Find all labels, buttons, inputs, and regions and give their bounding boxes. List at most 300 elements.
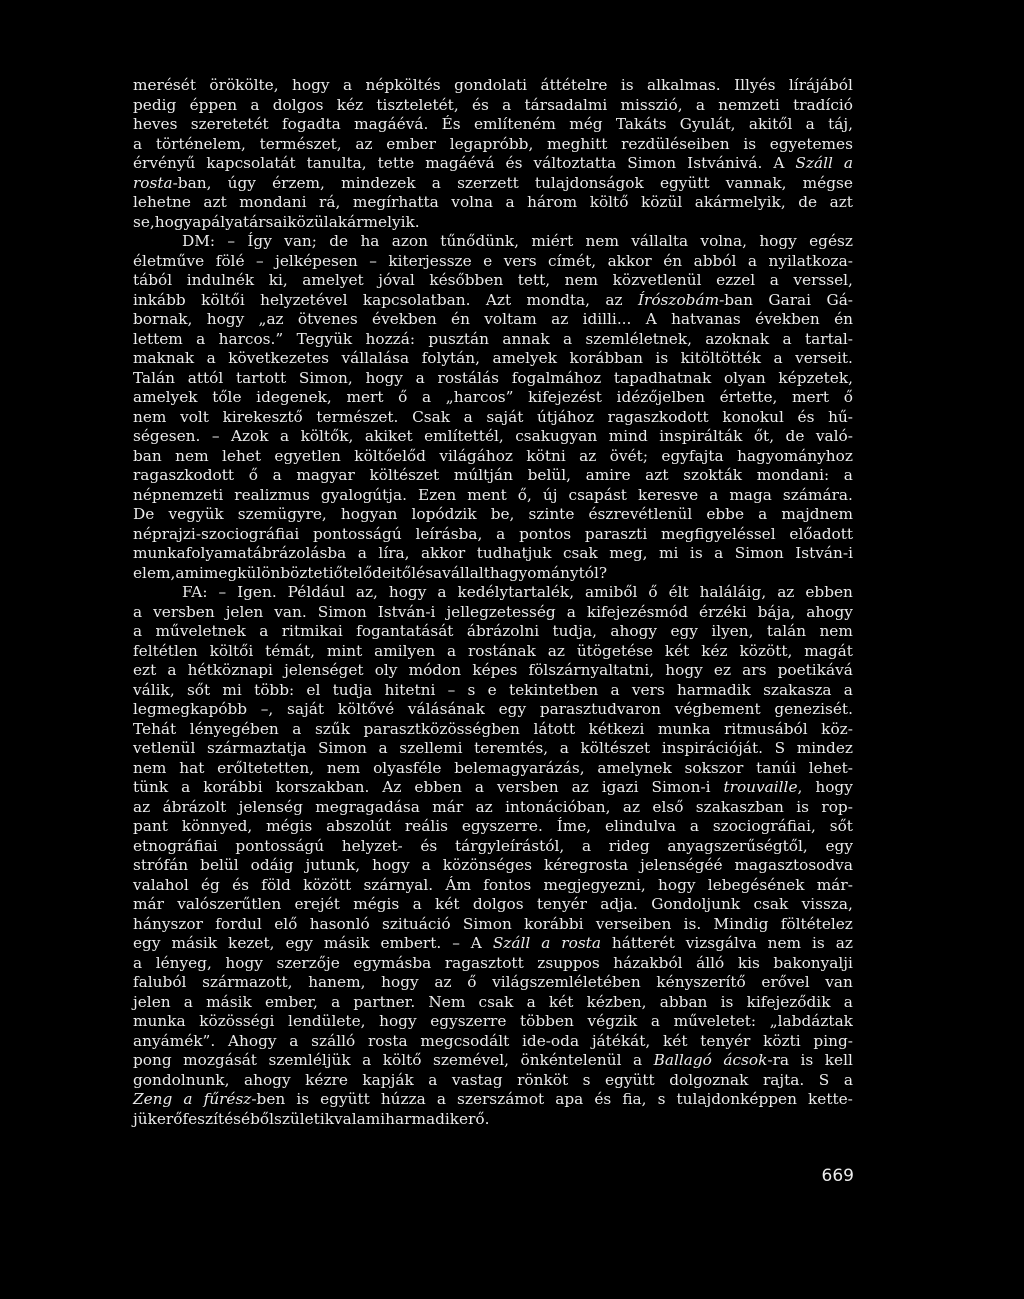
word: éppen bbox=[189, 95, 238, 114]
word: a bbox=[581, 836, 592, 855]
word: Simon bbox=[627, 154, 677, 172]
word: költő bbox=[382, 1051, 422, 1069]
word: látott bbox=[533, 719, 576, 738]
word: elem, bbox=[133, 563, 176, 582]
word: csak bbox=[753, 895, 789, 913]
text-line bbox=[133, 115, 853, 135]
word: hogy bbox=[658, 875, 696, 894]
word: helyzetével bbox=[260, 290, 348, 309]
word: amilyen bbox=[374, 641, 436, 660]
word: igazi bbox=[601, 778, 639, 796]
word: említeném bbox=[473, 115, 556, 133]
word: együtt bbox=[320, 1090, 370, 1108]
word: mind bbox=[608, 427, 648, 445]
word: és bbox=[416, 563, 434, 582]
word: a bbox=[695, 95, 705, 114]
word: miért bbox=[531, 232, 574, 250]
word: ha bbox=[360, 232, 380, 250]
word: is. bbox=[683, 914, 702, 933]
text-line bbox=[133, 583, 853, 603]
word: ahogy bbox=[243, 1070, 291, 1089]
word: rosta bbox=[561, 934, 601, 952]
word: tűnődünk, bbox=[440, 232, 519, 250]
word: tiszteletét, bbox=[376, 95, 459, 114]
word: megkülönbözteti bbox=[203, 563, 334, 582]
word: Simon bbox=[317, 739, 367, 757]
word: kétkezi bbox=[588, 719, 645, 738]
word: tenyér bbox=[700, 1031, 751, 1050]
word: kitöltötték bbox=[680, 349, 762, 367]
word: áttételre bbox=[540, 76, 608, 94]
word: Csak bbox=[412, 407, 451, 426]
word: ábrázolni bbox=[466, 622, 540, 640]
word: parasztközösségben bbox=[363, 719, 520, 738]
word: genezisét. bbox=[774, 700, 853, 718]
word: válik, bbox=[133, 680, 175, 699]
word: világszemléletében bbox=[492, 973, 641, 991]
word: ő bbox=[648, 583, 658, 601]
word: erejét bbox=[294, 895, 340, 913]
word: jutunk, bbox=[305, 856, 361, 874]
word: válásának bbox=[407, 700, 485, 718]
word: ping- bbox=[813, 1031, 853, 1050]
word: én bbox=[663, 251, 683, 270]
word: egyetlen bbox=[274, 446, 341, 465]
word: a bbox=[259, 622, 269, 640]
word: heves bbox=[133, 115, 178, 133]
word: a bbox=[433, 563, 443, 582]
word: rosta-ban, bbox=[133, 173, 212, 192]
word: folytán, bbox=[421, 349, 480, 367]
word: lehet bbox=[222, 446, 261, 465]
text-line bbox=[133, 349, 853, 369]
word: Talán bbox=[133, 368, 175, 387]
word: műveletnek bbox=[155, 622, 246, 640]
word: a bbox=[342, 76, 353, 94]
word: a bbox=[362, 1051, 372, 1069]
text-line bbox=[133, 96, 853, 116]
word: érzéki bbox=[699, 602, 747, 621]
word: Tegyük bbox=[296, 329, 353, 348]
word: a bbox=[289, 1031, 299, 1050]
word: kifejeződik bbox=[746, 992, 831, 1011]
word: magasztosodva bbox=[734, 856, 853, 874]
word: akiket bbox=[364, 427, 413, 445]
word: Simon bbox=[317, 602, 367, 621]
word: pontosságú bbox=[313, 524, 402, 543]
word: fogadta bbox=[281, 115, 341, 133]
word: a bbox=[331, 992, 341, 1011]
word: „labdáztak bbox=[769, 1012, 853, 1030]
word: jelenség bbox=[238, 797, 303, 816]
word: versben bbox=[497, 778, 559, 796]
text-line bbox=[133, 739, 853, 759]
word: képzetek, bbox=[778, 368, 853, 387]
word: megírhatta bbox=[352, 193, 439, 211]
word: is bbox=[689, 544, 703, 562]
word: Garai bbox=[768, 290, 812, 309]
word: megjegyezni, bbox=[543, 875, 646, 894]
word: be, bbox=[490, 505, 515, 523]
word: közül bbox=[640, 193, 683, 211]
word: ez bbox=[713, 661, 732, 679]
word: rajta. bbox=[762, 1070, 805, 1089]
word: munkafolyamatábrázolásba bbox=[133, 544, 347, 562]
word: Igen. bbox=[237, 583, 277, 601]
word: övét; bbox=[609, 446, 648, 465]
word: mégis bbox=[353, 895, 400, 913]
word: költőelőd bbox=[354, 446, 426, 465]
word: a bbox=[133, 134, 143, 153]
word: erőfeszítéséből bbox=[156, 1109, 274, 1128]
word: talán bbox=[766, 622, 807, 640]
word: azt bbox=[645, 466, 669, 484]
word: a bbox=[412, 895, 422, 913]
word: DM: bbox=[182, 232, 216, 250]
word: Mindig bbox=[713, 914, 769, 933]
word: gondolati bbox=[454, 76, 528, 94]
word: fölé bbox=[215, 251, 245, 270]
word: köz- bbox=[821, 719, 853, 738]
word: ő bbox=[467, 973, 477, 991]
text-line bbox=[133, 369, 853, 389]
word: szemléletnek, bbox=[585, 329, 692, 348]
word: a bbox=[192, 212, 202, 231]
word: szárnyal. bbox=[363, 875, 434, 894]
word: a bbox=[133, 953, 143, 972]
word: a bbox=[357, 544, 367, 562]
word: Gondoljunk bbox=[651, 895, 741, 913]
word: történelem, bbox=[155, 134, 246, 153]
word: számára. bbox=[782, 485, 853, 504]
word: meghitt bbox=[547, 134, 608, 153]
word: szituáció bbox=[381, 914, 451, 933]
word: két bbox=[435, 895, 460, 913]
word: kiterjessze bbox=[388, 251, 472, 270]
word: tett, bbox=[517, 271, 551, 289]
word: vizsgálva bbox=[685, 934, 757, 952]
word: a bbox=[843, 992, 853, 1011]
word: ahogy bbox=[806, 602, 853, 621]
word: bornak, bbox=[133, 310, 193, 328]
word: vissza, bbox=[801, 895, 853, 913]
word: úgy bbox=[227, 173, 256, 192]
word: azt bbox=[829, 193, 853, 211]
word: csakugyan bbox=[515, 427, 598, 445]
word: költővé bbox=[337, 700, 395, 718]
word: a bbox=[747, 251, 758, 270]
word: társadalmi bbox=[524, 95, 608, 114]
word: az, bbox=[355, 583, 378, 601]
word: poetikává bbox=[777, 661, 853, 679]
word: maknak bbox=[133, 349, 195, 367]
word: sőt bbox=[829, 817, 853, 835]
word: inspirálták bbox=[659, 427, 743, 445]
word: leírásba, bbox=[415, 524, 483, 543]
word: lényegében bbox=[189, 719, 279, 738]
word: természet, bbox=[259, 134, 342, 153]
word: a bbox=[758, 505, 768, 523]
word: álló bbox=[696, 953, 725, 972]
word: azt bbox=[203, 193, 227, 211]
word: trouvaille, bbox=[723, 778, 803, 796]
word: házakból bbox=[613, 953, 683, 972]
word: ácsok-ra bbox=[723, 1051, 790, 1069]
word: nemzeti bbox=[718, 95, 780, 114]
word: etnográfiai bbox=[133, 836, 218, 855]
word: erőltetetten, bbox=[217, 758, 315, 777]
word: „az bbox=[258, 310, 284, 328]
word: merését bbox=[133, 76, 196, 94]
word: is bbox=[800, 1051, 814, 1069]
word: kette- bbox=[808, 1090, 853, 1108]
word: tartal- bbox=[805, 329, 853, 348]
word: magáévá. bbox=[354, 115, 429, 133]
word: Takáts bbox=[615, 115, 667, 133]
word: is bbox=[655, 349, 669, 367]
word: partner. bbox=[353, 992, 416, 1011]
word: fogantatását bbox=[356, 622, 454, 640]
word: ebben bbox=[805, 583, 853, 601]
word: keresve bbox=[637, 485, 699, 504]
word: nem bbox=[133, 758, 167, 777]
word: Az bbox=[382, 778, 402, 796]
word: rop- bbox=[821, 797, 853, 816]
word: Például bbox=[287, 583, 345, 601]
word: haláláig, bbox=[699, 583, 767, 601]
word: realizmus bbox=[234, 485, 310, 504]
word: az bbox=[622, 797, 641, 816]
word: Azok bbox=[230, 427, 269, 445]
word: a bbox=[610, 680, 620, 699]
word: a bbox=[428, 1070, 438, 1089]
word: akkor bbox=[607, 251, 652, 270]
text-line bbox=[133, 486, 853, 506]
word: a bbox=[183, 1090, 193, 1108]
word: ég bbox=[201, 875, 220, 894]
word: valami bbox=[333, 1109, 386, 1128]
text-line bbox=[133, 291, 853, 311]
word: kedélytartalék, bbox=[457, 583, 575, 601]
word: tartott bbox=[235, 368, 287, 387]
word: elindulva bbox=[605, 817, 676, 835]
word: későbben bbox=[429, 271, 504, 289]
word: ezt bbox=[133, 661, 157, 679]
word: hogy bbox=[379, 1012, 417, 1030]
word: zsuppos bbox=[537, 953, 600, 972]
word: között, bbox=[739, 641, 793, 660]
text-line bbox=[133, 427, 853, 447]
word: lendülete, bbox=[288, 1012, 366, 1030]
word: a bbox=[769, 271, 779, 289]
word: Simon bbox=[734, 544, 784, 562]
word: csak bbox=[562, 544, 598, 562]
text-line bbox=[133, 993, 853, 1013]
word: másik bbox=[323, 934, 370, 952]
word: származott, bbox=[202, 973, 293, 991]
text-line bbox=[133, 1012, 853, 1032]
word: De bbox=[133, 505, 155, 523]
word: egymásba bbox=[353, 953, 432, 972]
word: ebben bbox=[414, 778, 462, 796]
word: S bbox=[774, 739, 786, 757]
word: egy bbox=[498, 700, 527, 718]
word: rostálás bbox=[437, 368, 500, 387]
word: föld bbox=[261, 875, 291, 894]
text-line bbox=[133, 1032, 853, 1052]
word: hogy bbox=[665, 661, 703, 679]
word: István-i bbox=[377, 602, 436, 621]
text-line bbox=[133, 954, 853, 974]
word: rostának bbox=[467, 641, 536, 660]
word: vállalása bbox=[341, 349, 410, 367]
word: lehet- bbox=[808, 758, 853, 777]
text-line bbox=[133, 564, 853, 584]
word: paraszti bbox=[584, 524, 648, 543]
word: ötvenes bbox=[297, 310, 358, 328]
word: útjához bbox=[537, 407, 595, 426]
word: költők, bbox=[300, 427, 354, 445]
word: a bbox=[632, 1051, 643, 1069]
word: mondta, bbox=[526, 290, 590, 309]
word: A bbox=[470, 934, 482, 952]
word: tudhatjuk bbox=[476, 544, 552, 562]
word: amelyek bbox=[133, 388, 198, 406]
word: rá, bbox=[319, 193, 341, 211]
word: lírájából bbox=[788, 76, 853, 94]
text-line bbox=[133, 837, 853, 857]
word: a bbox=[843, 1070, 853, 1089]
word: Ezen bbox=[418, 485, 457, 504]
word: A bbox=[645, 310, 657, 328]
word: akkor bbox=[421, 544, 466, 562]
word: népköltés bbox=[365, 76, 441, 94]
word: rezdüléseiben bbox=[621, 134, 730, 153]
word: a bbox=[505, 193, 515, 211]
word: és bbox=[232, 875, 250, 894]
word: Simon, bbox=[298, 368, 353, 387]
word: István-i bbox=[795, 544, 853, 562]
text-line bbox=[133, 778, 853, 798]
word: tulajdonságok bbox=[534, 173, 644, 192]
word: hányszor bbox=[133, 914, 203, 933]
word: –, bbox=[260, 700, 274, 718]
word: szemléljük bbox=[268, 1051, 351, 1069]
word: kapcsolatban. bbox=[362, 290, 471, 309]
text-line bbox=[133, 252, 853, 272]
word: az bbox=[133, 797, 151, 816]
word: egyszerre bbox=[430, 1012, 507, 1030]
word: ebbe bbox=[706, 505, 745, 523]
word: maga bbox=[729, 485, 772, 504]
word: mégis bbox=[266, 817, 313, 835]
word: s bbox=[582, 1070, 591, 1089]
body-text bbox=[133, 76, 853, 1129]
word: témát, bbox=[265, 641, 315, 660]
word: amelyet bbox=[302, 271, 364, 289]
word: mozgását bbox=[183, 1051, 257, 1069]
word: közül bbox=[287, 212, 329, 231]
word: a bbox=[421, 856, 431, 874]
word: mert bbox=[792, 388, 830, 406]
word: tekintetben bbox=[508, 680, 599, 699]
word: ban bbox=[133, 446, 162, 465]
word: könnyed, bbox=[181, 817, 253, 835]
word: kéz bbox=[336, 95, 364, 114]
word: a bbox=[422, 388, 432, 406]
word: a bbox=[843, 680, 853, 699]
word: tőle bbox=[212, 388, 242, 406]
word: címét, bbox=[548, 251, 597, 270]
word: többen bbox=[520, 1012, 574, 1030]
word: szociográfiai, bbox=[712, 817, 816, 835]
word: a bbox=[167, 661, 177, 679]
word: népnemzeti bbox=[133, 485, 224, 504]
word: a bbox=[250, 95, 260, 114]
word: fia, bbox=[622, 1090, 647, 1108]
paragraph-2 bbox=[133, 232, 853, 583]
word: verseiben bbox=[595, 914, 672, 933]
word: voltam bbox=[484, 310, 537, 328]
word: se, bbox=[133, 212, 155, 231]
word: megcsodált bbox=[420, 1031, 510, 1050]
word: műveletet: bbox=[673, 1012, 757, 1030]
word: mondani: bbox=[756, 466, 830, 484]
word: említettél, bbox=[424, 427, 504, 445]
word: vegyük bbox=[168, 505, 224, 523]
word: amelyek bbox=[492, 349, 558, 367]
word: tudja, bbox=[552, 622, 598, 640]
word: s bbox=[657, 1090, 666, 1108]
word: ábrázolt bbox=[162, 797, 227, 816]
word: Ám bbox=[445, 875, 471, 894]
word: még bbox=[569, 115, 603, 133]
word: ember, bbox=[264, 992, 318, 1011]
word: pusztán bbox=[428, 329, 490, 348]
word: a bbox=[526, 992, 536, 1011]
word: Illyés bbox=[734, 76, 776, 94]
word: munka bbox=[657, 719, 711, 738]
word: költészet bbox=[580, 739, 651, 757]
word: bakonyalji bbox=[773, 953, 853, 972]
word: a bbox=[181, 778, 191, 796]
word: az bbox=[355, 134, 373, 153]
word: ő bbox=[843, 388, 853, 406]
word: szerzett bbox=[457, 173, 519, 192]
text-line bbox=[133, 330, 853, 350]
word: szellemi bbox=[399, 739, 463, 757]
text-line bbox=[133, 817, 853, 837]
text-line bbox=[133, 876, 853, 896]
text-line bbox=[133, 447, 853, 467]
word: a bbox=[437, 583, 447, 601]
word: közösségi bbox=[199, 1012, 275, 1030]
word: ségesen. bbox=[133, 427, 201, 445]
word: misszió, bbox=[620, 95, 683, 114]
word: akármelyik, bbox=[694, 193, 786, 211]
word: hogy bbox=[225, 953, 263, 972]
word: ide-oda bbox=[522, 1031, 580, 1050]
word: születik bbox=[273, 1109, 334, 1128]
text-line bbox=[133, 856, 853, 876]
word: s bbox=[467, 680, 476, 699]
word: jóval bbox=[378, 271, 415, 289]
text-line bbox=[133, 973, 853, 993]
word: változtatta bbox=[533, 154, 617, 172]
word: értette, bbox=[719, 388, 778, 406]
word: anyagszerűségtől, bbox=[667, 836, 808, 855]
word: meg, bbox=[609, 544, 648, 562]
